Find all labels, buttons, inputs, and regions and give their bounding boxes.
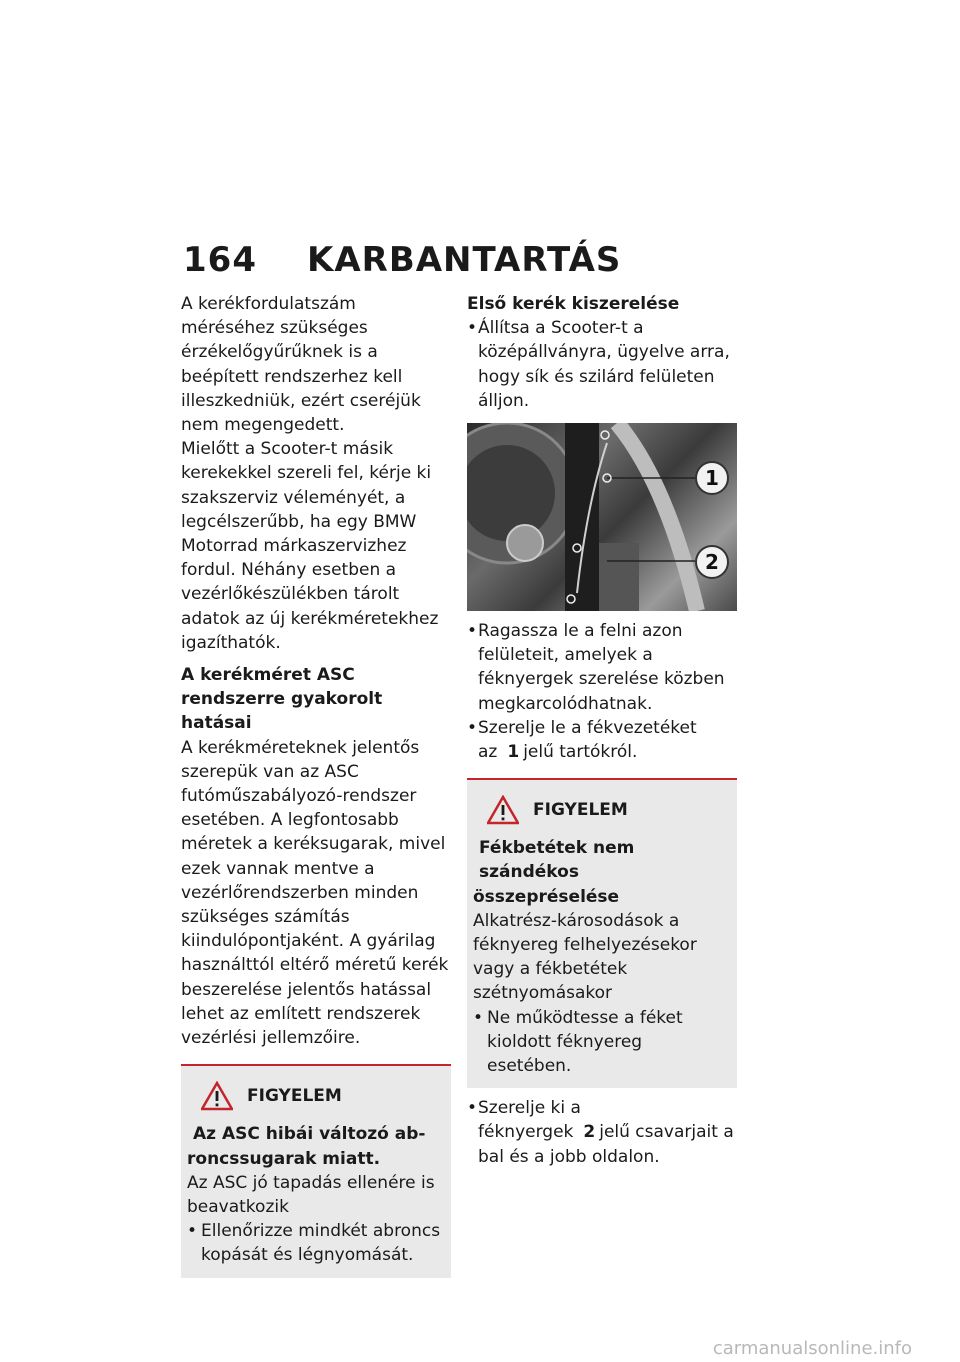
left-column <box>181 292 451 1278</box>
warning-bullet <box>187 1219 445 1267</box>
step-text: Ragassza le a felni azon felületeit, amelyek a féknyergek szerelése közben megkarcolódhatnak. <box>478 621 725 714</box>
warning-bullet-text: Ellenőrizze mindkét abroncs kopását és légnyomását. <box>201 1221 441 1266</box>
paragraph-sensor-rings: A kerékfordulatszám méréséhez szükséges érzékelőgyűrűknek is a beépített rendszerhez kell illeszkedniük, ezért cseréjük nem megengedett. <box>181 294 421 436</box>
warning-triangle-icon <box>201 1081 233 1111</box>
page-number: 164 <box>183 240 257 280</box>
paragraph-workshop-advice: Mielőtt a Scooter-t másik kerekekkel szereli fel, kérje ki szakszerviz véleményét, a legcélszerűbb, ha egy BMW Motorrad márkaszervizhez fordul. Néhány esetben a vezérlőkészülékben tárolt adatok az új kerékméretekhez igazíthatók. <box>181 439 439 653</box>
part-ref-2: 2 <box>583 1122 596 1143</box>
step-text <box>478 1096 737 1169</box>
warning-bullet <box>473 1006 731 1079</box>
warning-triangle-icon <box>487 795 519 825</box>
step-text: Állítsa a Scooter-t a középállványra, ügyelve arra, hogy sík és szilárd felületen álljon. <box>478 318 730 411</box>
warning-subtitle-line2: összepréselése <box>473 886 620 907</box>
warning-text: Az ASC jó tapadás ellenére is beavatkozik <box>187 1172 435 1217</box>
bullet-mark: • <box>187 1221 198 1242</box>
step-text-pre: Szerelje le a fékvezetéket az <box>478 717 697 763</box>
warning-subtitle-line2: roncssugarak miatt. <box>187 1148 381 1169</box>
page-header <box>183 240 621 284</box>
photo-illustration <box>467 423 737 611</box>
warning-subtitle <box>473 836 731 909</box>
warning-bullet-text: Ne működtesse a féket kioldott féknyereg esetében. <box>487 1007 683 1077</box>
warning-header <box>473 790 731 830</box>
step-remove-brake-line <box>467 716 737 764</box>
step-tape-rim <box>467 619 737 716</box>
bullet-mark: • <box>467 621 478 642</box>
step-text-pre: Szerelje ki a féknyergek <box>478 1098 581 1143</box>
warning-box-brake-pads <box>467 778 737 1088</box>
step-text-post: jelű csavarjait a bal és a jobb oldalon. <box>478 1122 734 1167</box>
front-wheel-photo <box>467 423 737 611</box>
bullet-mark: • <box>467 1098 478 1119</box>
bullet-mark: • <box>473 1007 484 1028</box>
warning-title: FIGYELEM <box>247 1086 342 1107</box>
subheading-asc: A kerékméret ASC rendszerre gyakorolt hatásai <box>181 665 383 734</box>
step-text-post: jelű tartókról. <box>523 742 638 763</box>
warning-box-asc <box>181 1064 451 1277</box>
right-column <box>467 292 737 1169</box>
step-center-stand <box>467 316 737 413</box>
warning-header <box>187 1076 445 1116</box>
warning-subtitle-line1: Fékbetétek nem szándékos <box>479 838 635 883</box>
watermark: carmanualsonline.info <box>712 1338 912 1359</box>
step-remove-caliper-bolts <box>467 1096 737 1169</box>
warning-title: FIGYELEM <box>533 800 628 821</box>
heading-front-wheel-removal: Első kerék kiszerelése <box>467 294 680 314</box>
warning-subtitle <box>187 1122 445 1170</box>
step-text <box>478 716 737 764</box>
chapter-title: KARBANTARTÁS <box>306 240 622 280</box>
warning-text: Alkatrész-károsodások a féknyereg felhelyezésekor vagy a fékbetétek szétnyomásakor <box>473 910 697 1004</box>
callout-1: 1 <box>695 461 729 495</box>
bullet-mark: • <box>467 717 478 738</box>
warning-subtitle-line1: Az ASC hibái változó ab- <box>193 1124 426 1145</box>
part-ref-1: 1 <box>507 742 520 763</box>
bullet-mark: • <box>467 318 478 339</box>
paragraph-asc-effects: A kerékméreteknek jelentős szerepük van az ASC futóműszabályozó-rendszer esetében. A legfontosabb méretek a keréksugarak, mivel ezek vannak mentve a vezérlőrendszerben minden szükséges számítás kiindulópontjaként. A gyárilag használttól eltérő méretű kerék beszerelése jelentős hatással lehet az említett rendszerek vezérlési jellemzőire. <box>181 737 449 1049</box>
callout-2: 2 <box>695 545 729 579</box>
